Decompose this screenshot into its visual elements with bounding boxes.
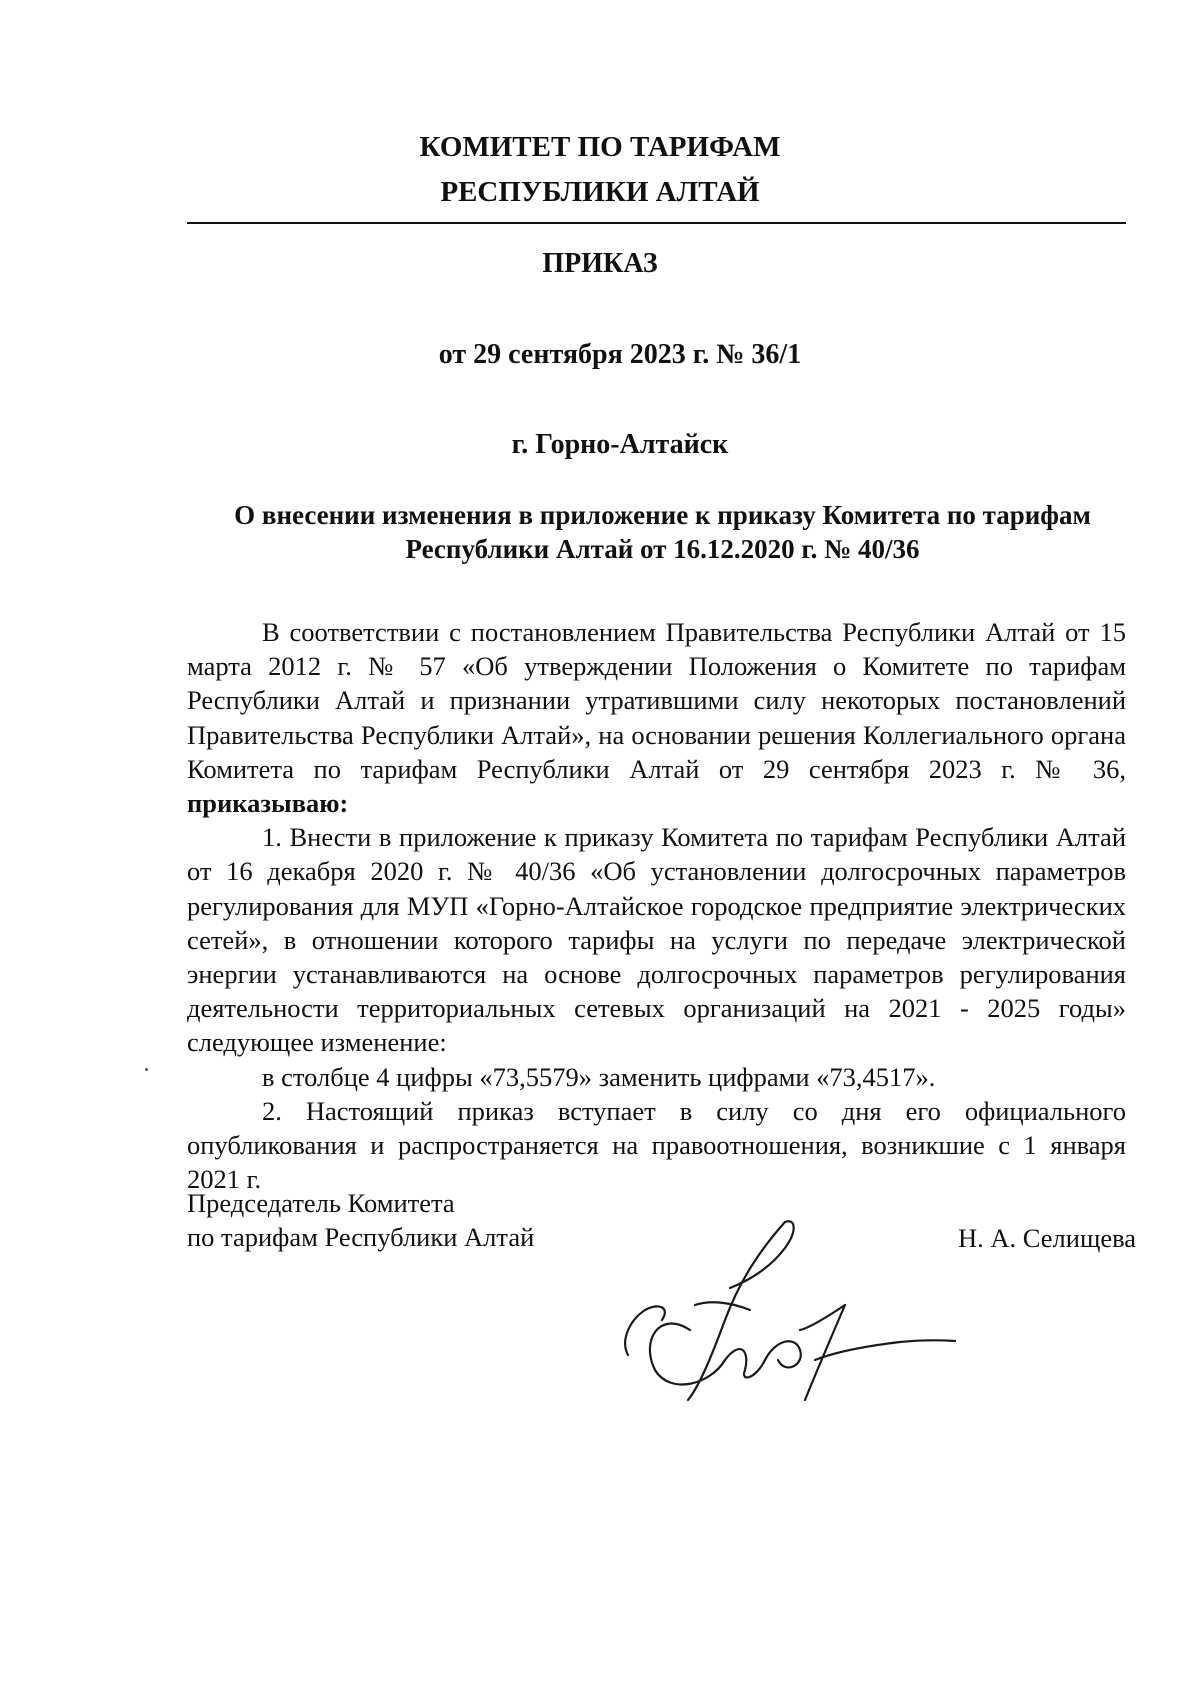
- signatory-position-line2: по тарифам Республики Алтай: [187, 1222, 535, 1252]
- handwritten-signature: [600, 1210, 960, 1410]
- organization-name-line1: КОМИТЕТ ПО ТАРИФАМ: [419, 131, 781, 163]
- document-body: [187, 615, 1126, 1196]
- item-1-paragraph: 1. Внести в приложение к приказу Комитета по тарифам Республики Алтай от 16 декабря 2020 г. № 40/36 «Об установлении долгосрочных параметров регулирования для МУП «Горно-Алтайское городское предприятие электрических сетей», в отношении которого тарифы на услуги по передаче электрической энергии устанавливаются на основе долгосрочных параметров регулирования деятельности территориальных сетевых организаций на 2021 - 2025 годы» следующее изменение:: [187, 822, 1126, 1058]
- item-2-paragraph: 2. Настоящий приказ вступает в силу со дня его официального опубликования и распространяется на правоотношения, возникшие с 1 января 2021 г.: [187, 1095, 1126, 1195]
- organization-name-line2: РЕСПУБЛИКИ АЛТАЙ: [440, 176, 760, 208]
- document-title: О внесении изменения в приложение к приказу Комитета по тарифам Республики Алтай от 16.12.2020 г. № 40/36: [234, 500, 1091, 564]
- preamble-order-word: приказываю:: [187, 788, 349, 819]
- signatory-position-line1: Председатель Комитета: [187, 1188, 455, 1218]
- preamble-text: В соответствии с постановлением Правительства Республики Алтай от 15 марта 2012 г. № 57 «Об утверждении Положения о Комитете по тарифам Республики Алтай и признании утратившими силу некоторых постановлений Правительства Республики Алтай», на основании решения Коллегиального органа Комитета по тарифам Республики Алтай от 29 сентября 2023 г. № 36,: [187, 617, 1126, 784]
- scan-speck: [145, 1068, 148, 1071]
- preamble-paragraph: [187, 615, 1126, 820]
- date-and-number: от 29 сентября 2023 г. № 36/1: [438, 339, 802, 370]
- signatory-name: Н. А. Селищева: [958, 1223, 1137, 1253]
- item-1-change-paragraph: в столбце 4 цифры «73,5579» заменить цифрами «73,4517».: [262, 1061, 936, 1092]
- header-divider: [187, 222, 1126, 224]
- document-type: ПРИКАЗ: [542, 248, 658, 279]
- signatory-position: [187, 1186, 534, 1254]
- city: г. Горно-Алтайск: [511, 429, 729, 460]
